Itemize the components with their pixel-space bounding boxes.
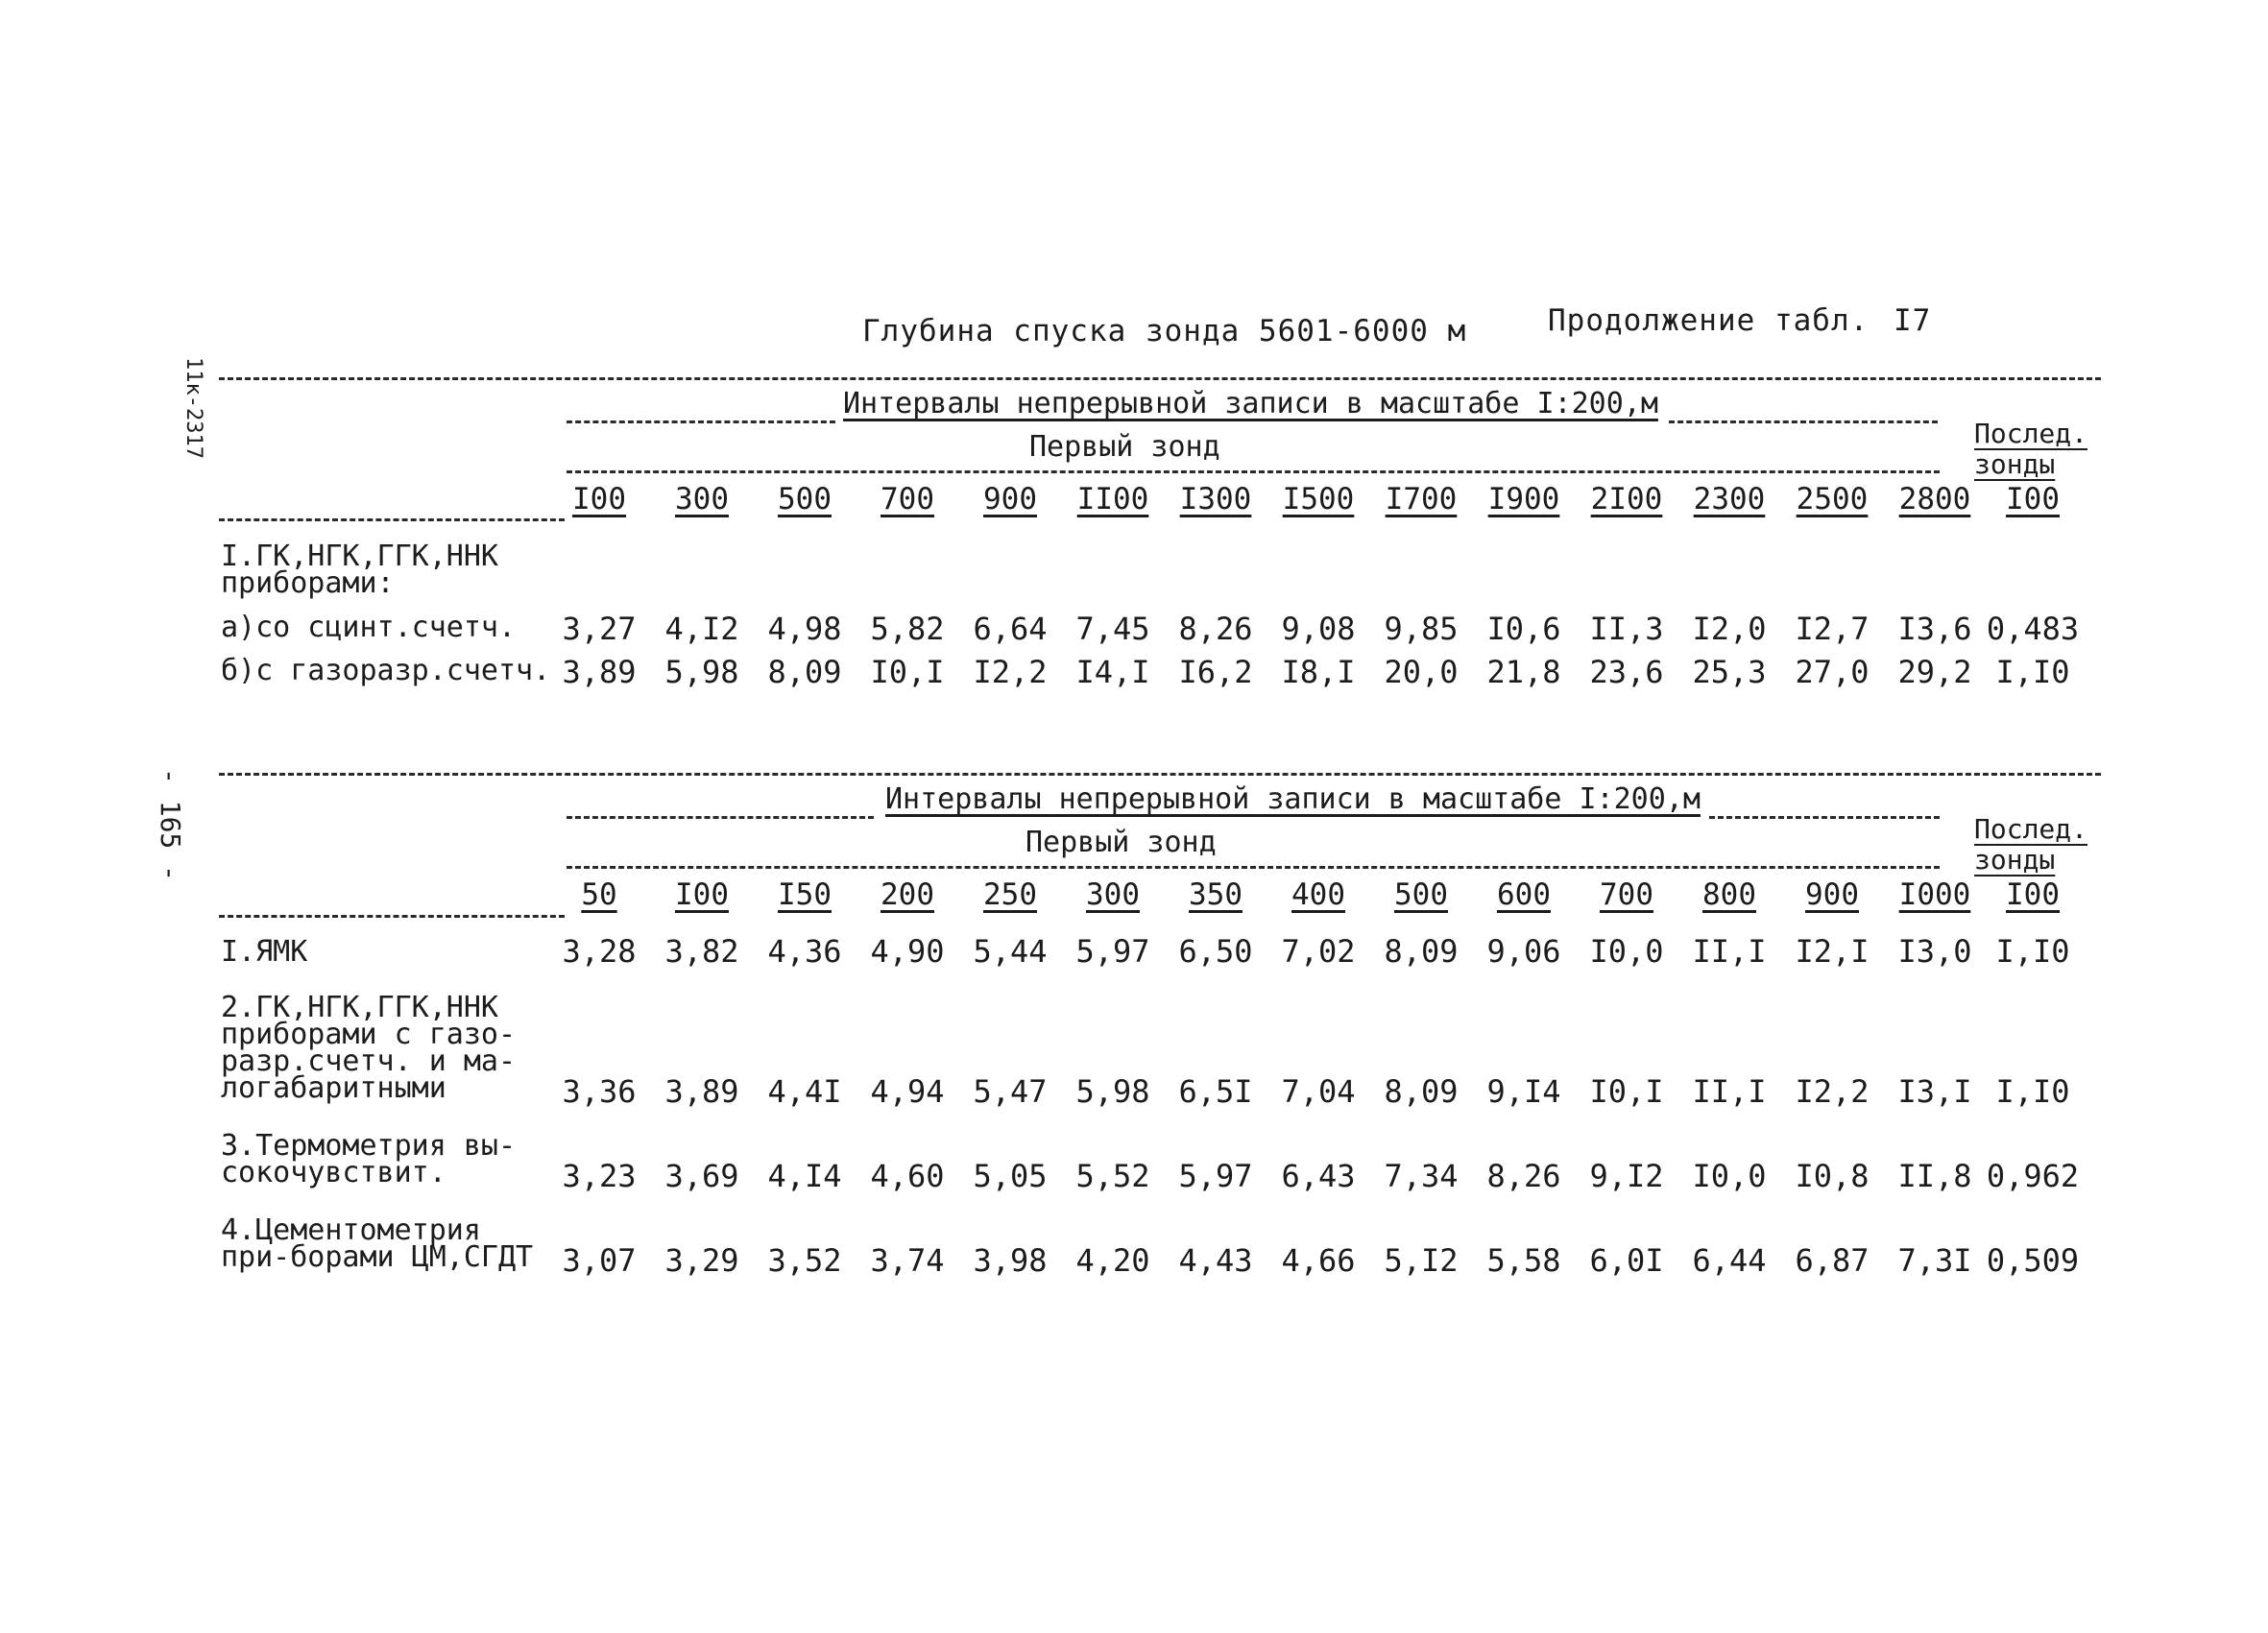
table1-cell: 3,27 <box>562 611 637 647</box>
table2-cell: 8,26 <box>1486 1158 1561 1194</box>
table2-cell: 4,60 <box>870 1158 945 1194</box>
table1-col-header: 500 <box>778 482 832 516</box>
table2-cell: 4,4I <box>767 1073 842 1110</box>
table2-cell: I3,I <box>1897 1073 1972 1110</box>
table1-row-label: а)со сцинт.счетч. <box>221 611 517 644</box>
table2-cell: 7,3I <box>1897 1242 1972 1279</box>
table2-top-rule <box>219 773 2101 776</box>
table1-cell: I8,I <box>1281 654 1356 690</box>
table2-cell: 5,98 <box>1075 1073 1150 1110</box>
table1-cell: 27,0 <box>1795 654 1870 690</box>
table2-cell: 5,97 <box>1178 1158 1253 1194</box>
table2-col-header: I000 <box>1898 877 1971 912</box>
table1-section-label: I.ГК,НГК,ГГК,ННК приборами: <box>221 540 498 600</box>
table2-cell: 6,43 <box>1281 1158 1356 1194</box>
table2-col-header: 900 <box>1805 877 1859 912</box>
table2-col-header: 350 <box>1189 877 1243 912</box>
table2-col-header: 600 <box>1497 877 1551 912</box>
table2-col-header: I50 <box>778 877 832 912</box>
table2-cell: 7,04 <box>1281 1073 1356 1110</box>
table2-col-header: I00 <box>2006 877 2060 912</box>
table1-group-header: Интервалы непрерывной записи в масштабе I:200,м <box>843 387 1658 420</box>
table2-cell: 4,94 <box>870 1073 945 1110</box>
table2-cell: II,I <box>1692 933 1767 970</box>
table1-cell: 8,26 <box>1178 611 1253 647</box>
table2-col-header: 50 <box>581 877 617 912</box>
table2-group-header: Интервалы непрерывной записи в масштабе I:200,м <box>885 782 1701 816</box>
table2-header-rule-left <box>567 816 874 819</box>
table2-first-probe: Первый зонд <box>1025 826 1217 859</box>
table2-cell: 6,44 <box>1692 1242 1767 1279</box>
table1-cell: I2,7 <box>1795 611 1870 647</box>
table2-cell: II,I <box>1692 1073 1767 1110</box>
table2-cell: 6,87 <box>1795 1242 1870 1279</box>
table2-cell: 0,962 <box>1986 1158 2080 1194</box>
table2-cell: 3,69 <box>664 1158 739 1194</box>
table2-cell: 3,74 <box>870 1242 945 1279</box>
table1-col-header: 900 <box>983 482 1037 516</box>
table2-cell: 9,I4 <box>1486 1073 1561 1110</box>
table1-cell: I3,6 <box>1897 611 1972 647</box>
table2-cell: 3,07 <box>562 1242 637 1279</box>
table2-cell: 6,50 <box>1178 933 1253 970</box>
table1-col-header: II00 <box>1076 482 1149 516</box>
table1-subheader-rule <box>567 470 1940 473</box>
table2-row-label: 2.ГК,НГК,ГГК,ННК приборами с газо-разр.счетч. и ма-логабаритными <box>221 991 517 1105</box>
table1-col-header: I00 <box>572 482 626 516</box>
table2-cell: I0,8 <box>1795 1158 1870 1194</box>
table2-cell: I,I0 <box>1995 1073 2070 1110</box>
table1-cell: I0,I <box>870 654 945 690</box>
table1-left-rule <box>219 518 565 521</box>
table1-col-header: 2500 <box>1796 482 1869 516</box>
table1-col-header: I500 <box>1282 482 1355 516</box>
table1-cell: I2,2 <box>973 654 1048 690</box>
table1-cell: 0,483 <box>1986 611 2080 647</box>
table2-cell: 3,28 <box>562 933 637 970</box>
table1-cell: I4,I <box>1075 654 1150 690</box>
table2-cell: 3,52 <box>767 1242 842 1279</box>
table2-cell: 5,47 <box>973 1073 1048 1110</box>
table1-col-header: 2800 <box>1898 482 1971 516</box>
table1-cell: 9,85 <box>1384 611 1459 647</box>
table1-cell: 8,09 <box>767 654 842 690</box>
table2-cell: 8,09 <box>1384 933 1459 970</box>
table2-cell: I0,0 <box>1589 933 1664 970</box>
table1-cell: I2,0 <box>1692 611 1767 647</box>
table2-cell: 8,09 <box>1384 1073 1459 1110</box>
table2-cell: 3,89 <box>664 1073 739 1110</box>
table2-cell: 4,20 <box>1075 1242 1150 1279</box>
table2-col-header: I00 <box>675 877 729 912</box>
margin-stamp: 11к-2317 <box>181 357 205 459</box>
table2-col-header: 500 <box>1394 877 1448 912</box>
table2-cell: 4,36 <box>767 933 842 970</box>
table2-col-header: 250 <box>983 877 1037 912</box>
table1-first-probe: Первый зонд <box>1029 430 1220 464</box>
table1-cell: 5,98 <box>664 654 739 690</box>
table1-header-rule-left <box>567 420 835 423</box>
table1-cell: 6,64 <box>973 611 1048 647</box>
table1-col-header: I900 <box>1487 482 1560 516</box>
table2-subheader-rule <box>567 866 1940 869</box>
table2-row-label: 3.Термометрия вы-сокочувствит. <box>221 1129 517 1189</box>
table1-last-probes: Послед. зонды <box>1974 418 2088 480</box>
table2-cell: 0,509 <box>1986 1242 2080 1279</box>
table2-cell: 3,23 <box>562 1158 637 1194</box>
table2-col-header: 300 <box>1086 877 1140 912</box>
table2-header-rule-right <box>1709 816 1940 819</box>
table2-cell: 9,06 <box>1486 933 1561 970</box>
table2-cell: 4,43 <box>1178 1242 1253 1279</box>
table1-cell: 29,2 <box>1897 654 1972 690</box>
table2-cell: 4,66 <box>1281 1242 1356 1279</box>
table1-cell: 4,I2 <box>664 611 739 647</box>
table-number: I7 <box>1894 303 1932 338</box>
table1-col-header: 300 <box>675 482 729 516</box>
table1-top-rule <box>219 377 2101 380</box>
table1-cell: 20,0 <box>1384 654 1459 690</box>
table1-cell: I,I0 <box>1995 654 2070 690</box>
table2-cell: 4,90 <box>870 933 945 970</box>
table1-col-header: I700 <box>1385 482 1458 516</box>
table2-col-header: 800 <box>1702 877 1756 912</box>
table1-header-rule-right <box>1669 420 1938 423</box>
table1-row-label: б)с газоразр.счетч. <box>221 654 551 687</box>
table1-col-header: 2I00 <box>1590 482 1663 516</box>
table1-col-header: 2300 <box>1693 482 1766 516</box>
table2-cell: 5,58 <box>1486 1242 1561 1279</box>
table1-cell: I6,2 <box>1178 654 1253 690</box>
table2-cell: 6,5I <box>1178 1073 1253 1110</box>
table2-row-label: I.ЯМК <box>221 935 308 969</box>
table1-col-header: I300 <box>1179 482 1252 516</box>
table2-col-header: 200 <box>881 877 934 912</box>
table1-cell: 23,6 <box>1589 654 1664 690</box>
page-title: Глубина спуска зонда 5601-6000 м <box>862 314 1467 348</box>
table2-cell: I,I0 <box>1995 933 2070 970</box>
table2-cell: 3,29 <box>664 1242 739 1279</box>
table2-cell: 3,36 <box>562 1073 637 1110</box>
table1-cell: 7,45 <box>1075 611 1150 647</box>
table2-cell: I2,2 <box>1795 1073 1870 1110</box>
table2-cell: 6,0I <box>1589 1242 1664 1279</box>
table2-cell: I2,I <box>1795 933 1870 970</box>
table1-cell: 21,8 <box>1486 654 1561 690</box>
table1-cell: 5,82 <box>870 611 945 647</box>
table2-cell: 7,34 <box>1384 1158 1459 1194</box>
table1-col-header: 700 <box>881 482 934 516</box>
table2-cell: 5,97 <box>1075 933 1150 970</box>
table2-cell: 4,I4 <box>767 1158 842 1194</box>
continuation-label: Продолжение табл. <box>1548 303 1870 338</box>
table1-cell: 9,08 <box>1281 611 1356 647</box>
table1-cell: 25,3 <box>1692 654 1767 690</box>
page-number: - 165 - <box>155 768 186 882</box>
table2-left-rule <box>219 915 565 918</box>
table1-cell: II,3 <box>1589 611 1664 647</box>
table2-col-header: 700 <box>1600 877 1653 912</box>
table2-cell: II,8 <box>1897 1158 1972 1194</box>
table1-col-header: I00 <box>2006 482 2060 516</box>
table2-cell: 3,82 <box>664 933 739 970</box>
table2-cell: I0,I <box>1589 1073 1664 1110</box>
table2-cell: I0,0 <box>1692 1158 1767 1194</box>
table2-cell: 9,I2 <box>1589 1158 1664 1194</box>
table1-cell: 4,98 <box>767 611 842 647</box>
table2-cell: I3,0 <box>1897 933 1972 970</box>
table2-cell: 3,98 <box>973 1242 1048 1279</box>
table2-cell: 7,02 <box>1281 933 1356 970</box>
table2-cell: 5,52 <box>1075 1158 1150 1194</box>
table2-cell: 5,I2 <box>1384 1242 1459 1279</box>
table2-cell: 5,44 <box>973 933 1048 970</box>
table1-cell: I0,6 <box>1486 611 1561 647</box>
table2-row-label: 4.Цементометрия при-борами ЦМ,СГДТ <box>221 1213 534 1274</box>
table2-col-header: 400 <box>1291 877 1345 912</box>
table2-last-probes: Послед. зонды <box>1974 813 2088 876</box>
table1-cell: 3,89 <box>562 654 637 690</box>
table2-cell: 5,05 <box>973 1158 1048 1194</box>
